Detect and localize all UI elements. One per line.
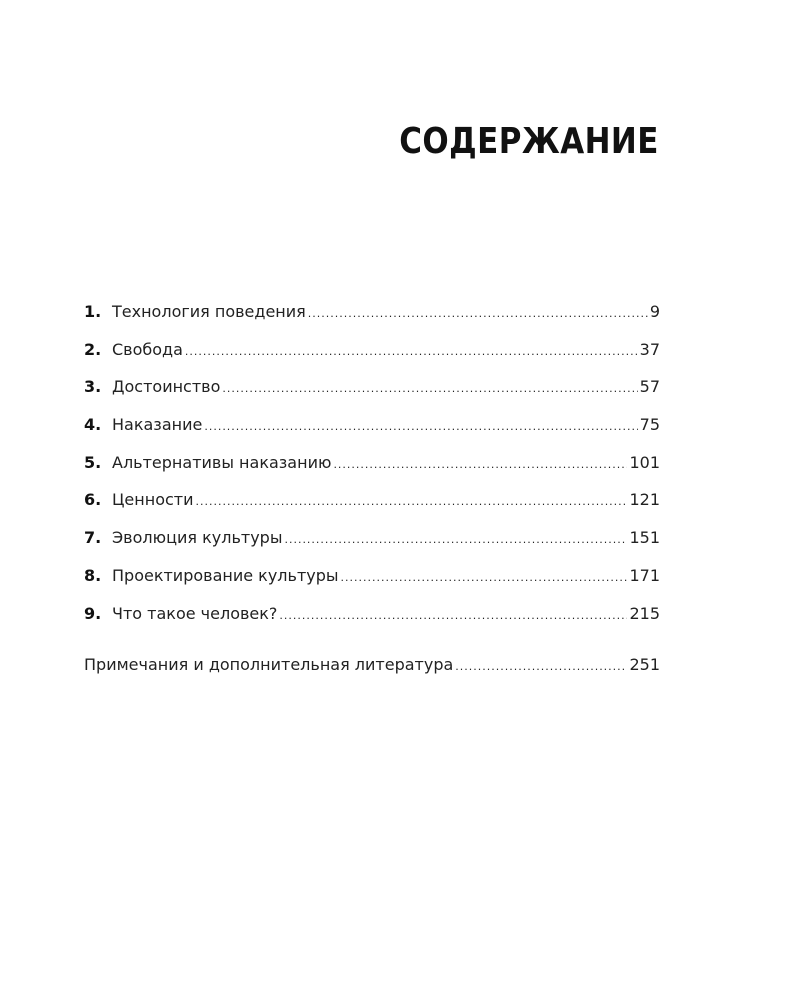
toc-entry-7[interactable] xyxy=(84,524,660,562)
toc-entry-6[interactable] xyxy=(84,486,660,524)
chapter-title: Проектирование культуры xyxy=(112,565,339,585)
dot-leader xyxy=(284,526,627,554)
page-number: 171 xyxy=(629,565,660,585)
dot-leader xyxy=(196,488,628,516)
chapter-title: Что такое человек? xyxy=(112,603,278,623)
toc-entry-5[interactable] xyxy=(84,449,660,487)
appendix-title: Примечания и дополнительная литература xyxy=(84,655,454,674)
page-number: 215 xyxy=(629,603,660,623)
dot-leader xyxy=(222,375,637,403)
chapter-title: Технология поведения xyxy=(112,302,306,321)
chapter-number: 6. xyxy=(84,490,102,510)
chapter-number: 3. xyxy=(84,377,102,397)
chapter-title: Свобода xyxy=(112,339,183,359)
page-number: 101 xyxy=(629,452,660,472)
page-title: СОДЕРЖАНИЕ xyxy=(399,121,659,162)
chapter-title: Наказание xyxy=(112,415,203,435)
chapter-number: 7. xyxy=(84,528,102,548)
chapter-number: 5. xyxy=(84,452,102,472)
dot-leader xyxy=(204,413,637,441)
toc-entry-9[interactable] xyxy=(84,600,660,638)
toc-entry-1[interactable] xyxy=(84,298,660,336)
page-number: 151 xyxy=(629,528,660,548)
chapter-number: 8. xyxy=(84,565,102,585)
toc-entry-3[interactable] xyxy=(84,373,660,411)
toc-entry-4[interactable] xyxy=(84,411,660,449)
dot-leader xyxy=(185,338,638,366)
page-number: 9 xyxy=(649,302,660,321)
toc-entry-2[interactable] xyxy=(84,336,660,374)
page-number: 121 xyxy=(629,490,660,510)
toc-entry-appendix[interactable] xyxy=(84,651,660,681)
chapter-title: Альтернативы наказанию xyxy=(112,452,332,472)
page-number: 75 xyxy=(639,415,660,435)
page-number: 251 xyxy=(629,655,660,674)
chapter-number: 2. xyxy=(84,339,102,359)
chapter-title: Достоинство xyxy=(112,377,221,397)
dot-leader xyxy=(455,653,627,681)
chapter-title: Эволюция культуры xyxy=(112,528,283,548)
chapter-number: 4. xyxy=(84,415,102,435)
dot-leader xyxy=(279,602,627,630)
dot-leader xyxy=(341,564,628,592)
page-number: 57 xyxy=(639,377,660,397)
chapter-number: 9. xyxy=(84,603,102,623)
dot-leader xyxy=(308,300,648,328)
page-number: 37 xyxy=(639,339,660,359)
table-of-contents xyxy=(84,298,660,637)
chapter-number: 1. xyxy=(84,302,102,321)
chapter-title: Ценности xyxy=(112,490,194,510)
toc-entry-8[interactable] xyxy=(84,562,660,600)
dot-leader xyxy=(333,451,627,479)
